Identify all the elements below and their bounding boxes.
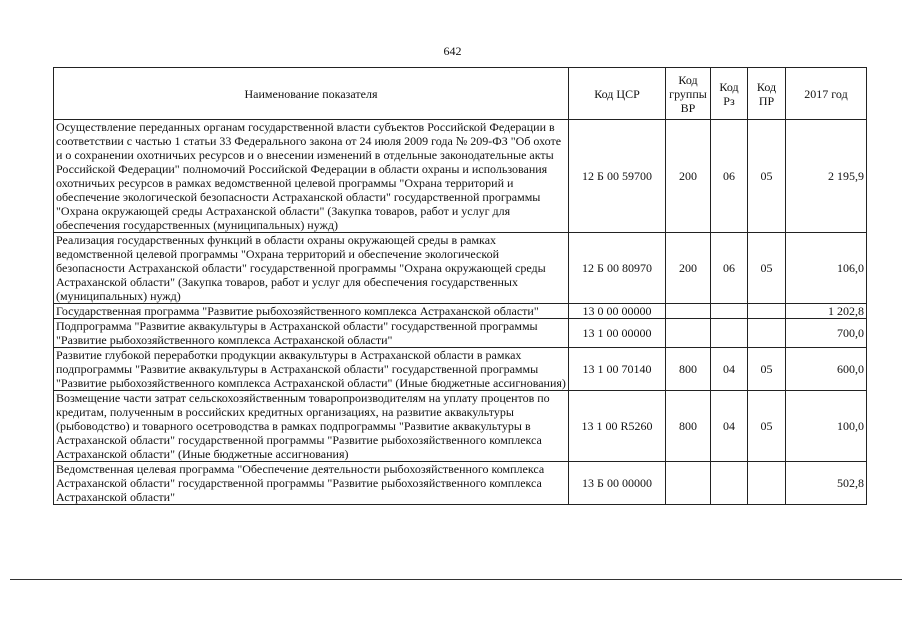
budget-table xyxy=(53,67,867,505)
row-csr: 13 1 00 70140 xyxy=(569,348,666,391)
row-name: Реализация государственных функций в области охраны окружающей среды в рамках ведомственной целевой программы "Охрана территорий и обеспечение экологической безопасности Астраханской области" государственной программы "Охрана окружающей среды Астраханской области" (Закупка товаров, работ и услуг для обеспечения государственных (муниципальных) нужд) xyxy=(54,233,569,304)
table-row xyxy=(54,233,867,304)
row-vr: 800 xyxy=(666,391,711,462)
row-amount: 600,0 xyxy=(786,348,867,391)
row-name: Осуществление переданных органам государственной власти субъектов Российской Федерации в соответствии с частью 1 статьи 33 Федерального закона от 24 июля 2009 года № 209-ФЗ "Об охоте и о сохранении охотничьих ресурсов и о внесении изменений в отдельные законодательные акты Российской Федерации" полномочий Российской Федерации в области охраны и использования охотничьих ресурсов в рамках ведомственной целевой программы "Охрана территорий и обеспечение экологической безопасности Астраханской области" государственной программы "Охрана окружающей среды Астраханской области" (Закупка товаров, работ и услуг для обеспечения государственных (муниципальных) нужд) xyxy=(54,120,569,233)
row-vr xyxy=(666,462,711,505)
table-row xyxy=(54,304,867,319)
row-amount: 700,0 xyxy=(786,319,867,348)
row-csr: 12 Б 00 59700 xyxy=(569,120,666,233)
row-csr: 13 Б 00 00000 xyxy=(569,462,666,505)
row-csr: 13 1 00 00000 xyxy=(569,319,666,348)
table-row xyxy=(54,462,867,505)
header-csr: Код ЦСР xyxy=(569,68,666,120)
row-vr: 200 xyxy=(666,120,711,233)
row-vr: 200 xyxy=(666,233,711,304)
row-rz xyxy=(711,319,748,348)
row-rz: 06 xyxy=(711,233,748,304)
page-bottom-rule xyxy=(10,579,902,580)
header-name: Наименование показателя xyxy=(54,68,569,120)
row-pr xyxy=(748,462,786,505)
row-pr xyxy=(748,304,786,319)
header-vr: Код группы ВР xyxy=(666,68,711,120)
row-pr: 05 xyxy=(748,233,786,304)
row-csr: 12 Б 00 80970 xyxy=(569,233,666,304)
header-rz: Код Рз xyxy=(711,68,748,120)
row-name: Подпрограмма "Развитие аквакультуры в Астраханской области" государственной программы "Развитие рыбохозяйственного комплекса Астраханской области" xyxy=(54,319,569,348)
page-number: 642 xyxy=(443,44,462,58)
table-row xyxy=(54,120,867,233)
row-vr xyxy=(666,319,711,348)
row-pr: 05 xyxy=(748,120,786,233)
row-rz: 06 xyxy=(711,120,748,233)
table-row xyxy=(54,391,867,462)
row-name: Развитие глубокой переработки продукции аквакультуры в Астраханской области в рамках подпрограммы "Развитие аквакультуры в Астраханской области" государственной программы "Развитие рыбохозяйственного комплекса Астраханской области" (Иные бюджетные ассигнования) xyxy=(54,348,569,391)
row-csr: 13 1 00 R5260 xyxy=(569,391,666,462)
row-name: Ведомственная целевая программа "Обеспечение деятельности рыбохозяйственного комплекса Астраханской области" государственной программы "Развитие рыбохозяйственного комплекса Астраханской области" xyxy=(54,462,569,505)
row-rz: 04 xyxy=(711,348,748,391)
row-amount: 502,8 xyxy=(786,462,867,505)
row-amount: 2 195,9 xyxy=(786,120,867,233)
row-amount: 100,0 xyxy=(786,391,867,462)
table-header-row xyxy=(54,68,867,120)
row-rz: 04 xyxy=(711,391,748,462)
row-rz xyxy=(711,304,748,319)
row-rz xyxy=(711,462,748,505)
row-amount: 1 202,8 xyxy=(786,304,867,319)
row-vr: 800 xyxy=(666,348,711,391)
row-csr: 13 0 00 00000 xyxy=(569,304,666,319)
row-vr xyxy=(666,304,711,319)
header-pr: Код ПР xyxy=(748,68,786,120)
row-pr: 05 xyxy=(748,348,786,391)
row-pr: 05 xyxy=(748,391,786,462)
table-row xyxy=(54,319,867,348)
table-row xyxy=(54,348,867,391)
row-name: Возмещение части затрат сельскохозяйственным товаропроизводителям на уплату процентов по кредитам, полученным в российских кредитных организациях, на развитие аквакультуры (рыбоводство) и товарного осетроводства в рамках подпрограммы "Развитие аквакультуры в Астраханской области" государственной программы "Развитие рыбохозяйственного комплекса Астраханской области" (Иные бюджетные ассигнования) xyxy=(54,391,569,462)
row-name: Государственная программа "Развитие рыбохозяйственного комплекса Астраханской области" xyxy=(54,304,569,319)
row-pr xyxy=(748,319,786,348)
row-amount: 106,0 xyxy=(786,233,867,304)
header-year: 2017 год xyxy=(786,68,867,120)
